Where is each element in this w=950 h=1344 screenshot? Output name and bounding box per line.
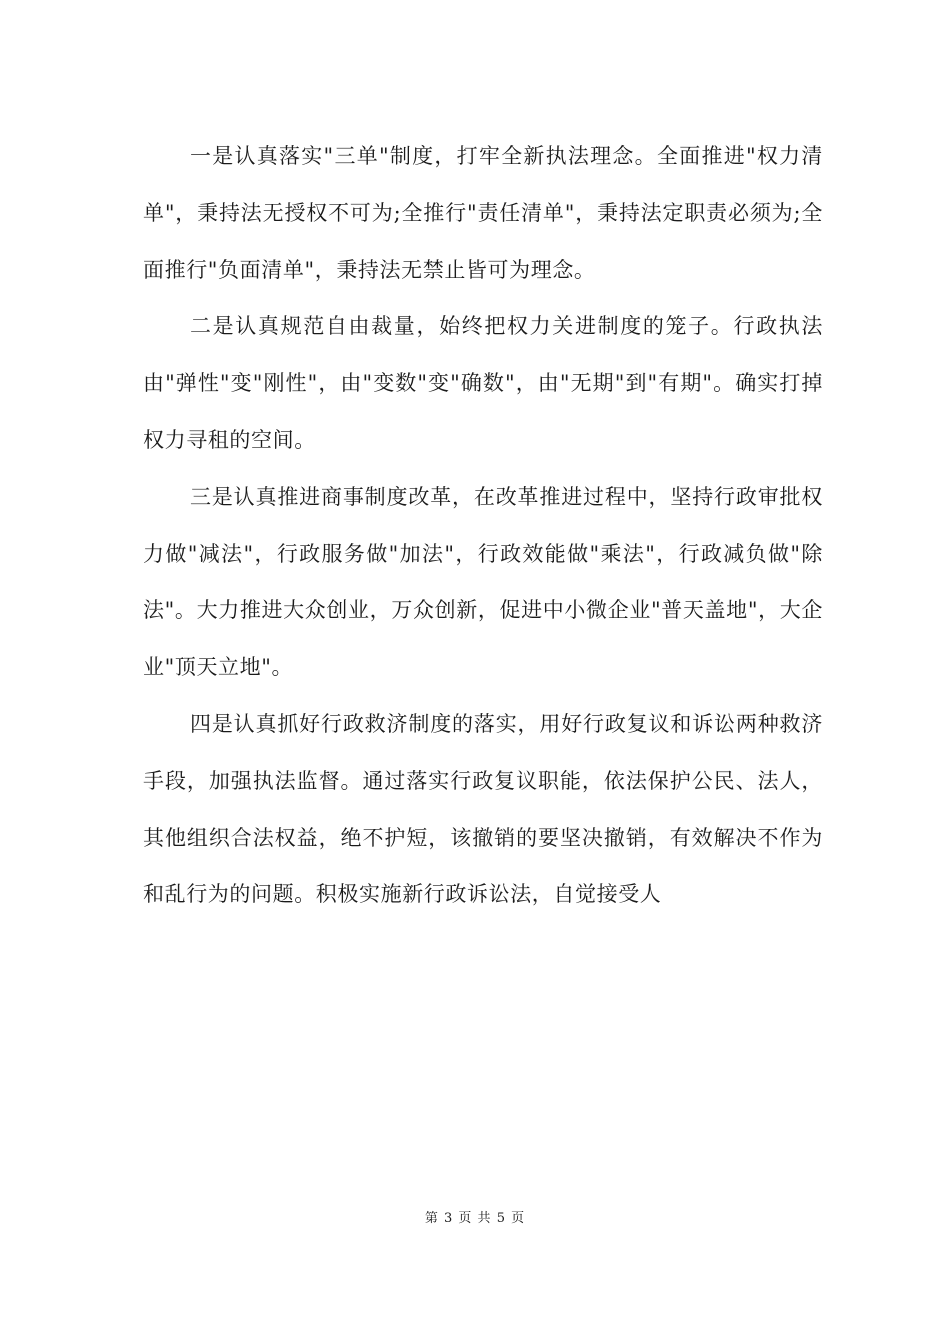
paragraph-3: 三是认真推进商事制度改革，在改革推进过程中，坚持行政审批权力做"减法"，行政服务做"加法"，行政效能做"乘法"，行政减负做"除法"。大力推进大众创业，万众创新，促进中小微企业"普天盖地"，大企业"顶天立地"。 [143, 484, 823, 680]
paragraph-4: 四是认真抓好行政救济制度的落实，用好行政复议和诉讼两种救济手段，加强执法监督。通过落实行政复议职能，依法保护公民、法人，其他组织合法权益，绝不护短，该撤销的要坚决撤销，有效解决不作为和乱行为的问题。积极实施新行政诉讼法，自觉接受人 [143, 711, 823, 907]
paragraph-1: 一是认真落实"三单"制度，打牢全新执法理念。全面推进"权力清单"，秉持法无授权不可为;全推行"责任清单"，秉持法定职责必须为;全面推行"负面清单"，秉持法无禁止皆可为理念。 [143, 144, 823, 282]
page-number-label: 第 3 页 共 5 页 [424, 1211, 526, 1226]
paragraph-2: 二是认真规范自由裁量，始终把权力关进制度的笼子。行政执法由"弹性"变"刚性"，由"变数"变"确数"，由"无期"到"有期"。确实打掉权力寻租的空间。 [143, 314, 823, 452]
page-footer [0, 1207, 950, 1226]
document-body [143, 128, 823, 923]
